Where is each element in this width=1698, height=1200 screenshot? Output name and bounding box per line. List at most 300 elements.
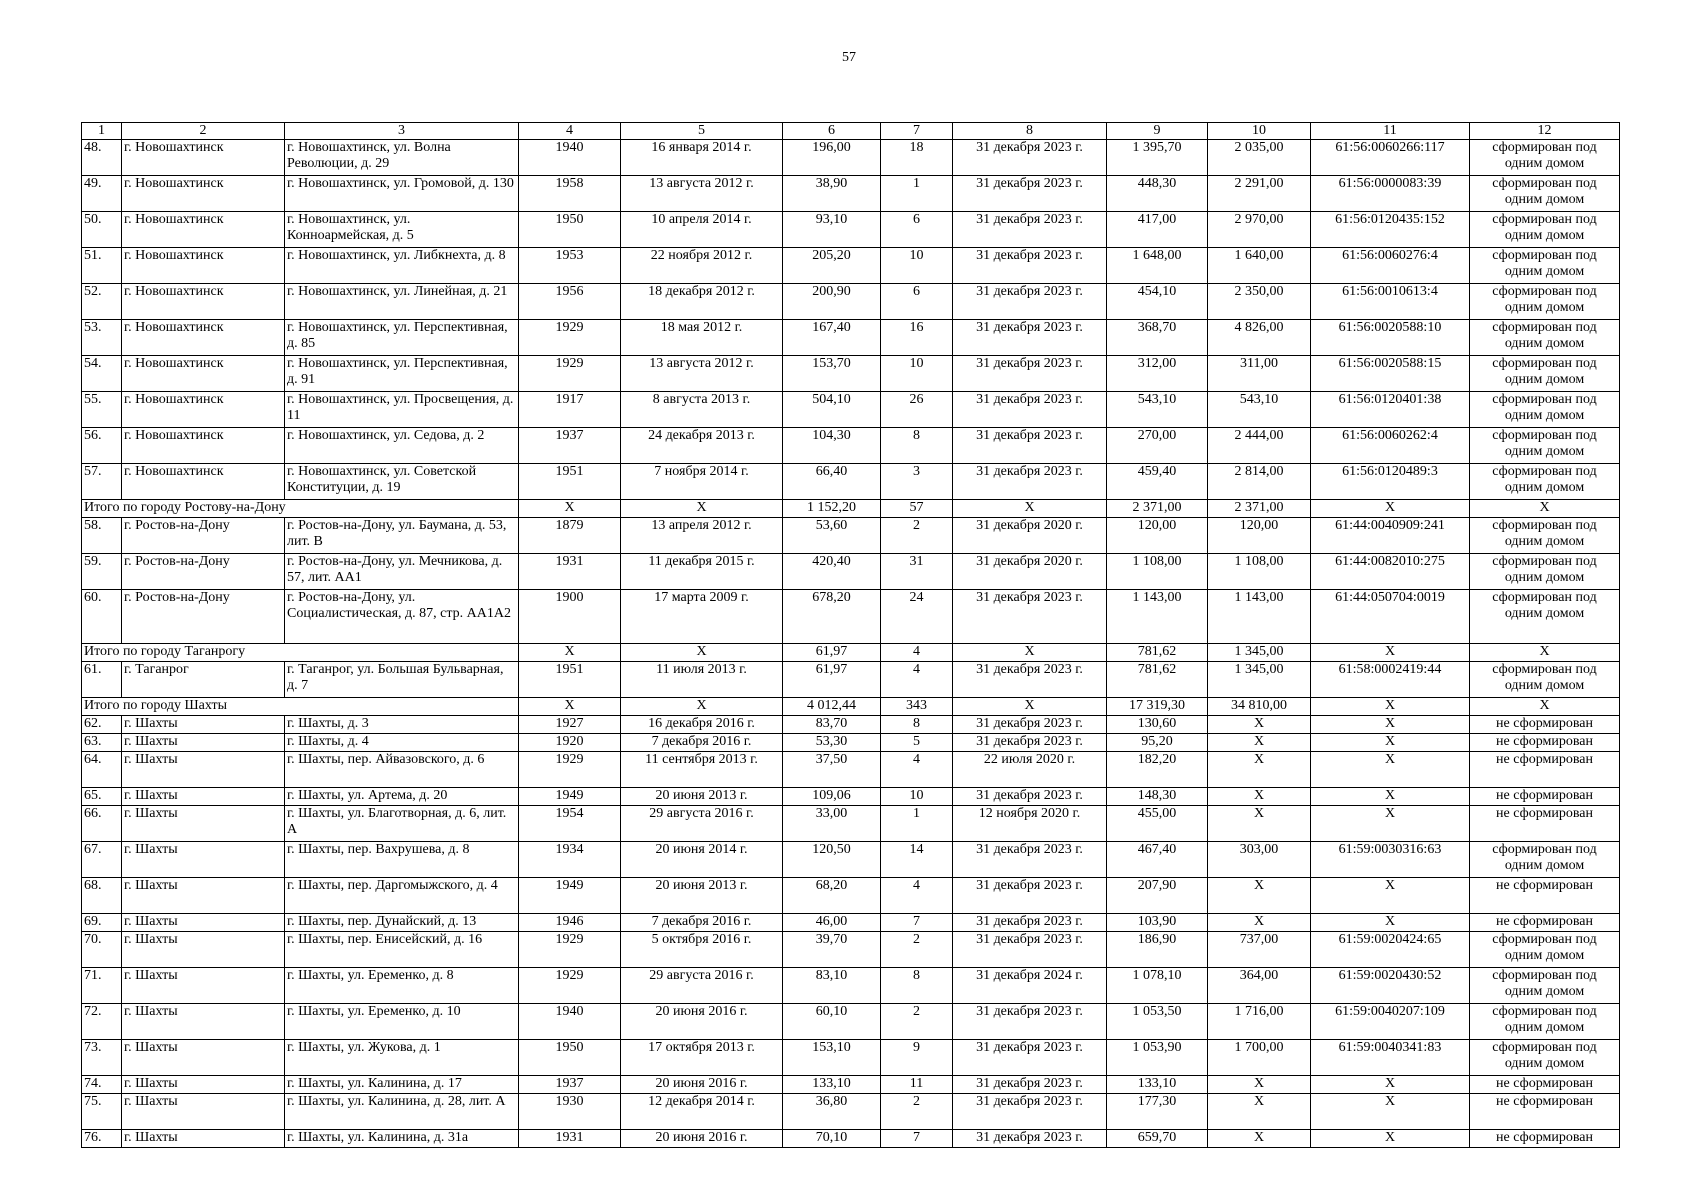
date-cell: 20 июня 2014 г.	[621, 842, 783, 878]
area-cell: 37,50	[783, 752, 881, 788]
row-number: 68.	[82, 878, 122, 914]
table-row	[82, 212, 1620, 248]
value-col9-cell: 207,90	[1107, 878, 1208, 914]
deadline-cell: 31 декабря 2023 г.	[953, 392, 1107, 428]
date-cell: 24 декабря 2013 г.	[621, 428, 783, 464]
date-cell: 20 июня 2016 г.	[621, 1076, 783, 1094]
value-col10-cell: 2 814,00	[1208, 464, 1311, 500]
address-cell: г. Шахты, ул. Жукова, д. 1	[285, 1040, 519, 1076]
city-cell: г. Новошахтинск	[122, 140, 285, 176]
year-cell: X	[519, 500, 621, 518]
year-cell: 1951	[519, 464, 621, 500]
area-cell: 120,50	[783, 842, 881, 878]
registry-table	[81, 122, 1620, 1148]
cadastre-cell: 61:56:0060266:117	[1311, 140, 1470, 176]
value-col10-cell: X	[1208, 788, 1311, 806]
address-cell: г. Новошахтинск, ул. Либкнехта, д. 8	[285, 248, 519, 284]
cadastre-cell: 61:44:0040909:241	[1311, 518, 1470, 554]
date-cell: X	[621, 698, 783, 716]
city-cell: г. Шахты	[122, 1076, 285, 1094]
cadastre-cell: X	[1311, 716, 1470, 734]
status-cell: сформирован под одним домом	[1470, 464, 1620, 500]
cadastre-cell: X	[1311, 1130, 1470, 1148]
count-cell: 6	[881, 212, 953, 248]
value-col9-cell: 1 108,00	[1107, 554, 1208, 590]
value-col9-cell: 1 078,10	[1107, 968, 1208, 1004]
address-cell: г. Шахты, пер. Айвазовского, д. 6	[285, 752, 519, 788]
value-col10-cell: 1 143,00	[1208, 590, 1311, 644]
deadline-cell: 31 декабря 2023 г.	[953, 662, 1107, 698]
cadastre-cell: 61:56:0020588:10	[1311, 320, 1470, 356]
value-col10-cell: 1 716,00	[1208, 1004, 1311, 1040]
value-col10-cell: 737,00	[1208, 932, 1311, 968]
table-row	[82, 716, 1620, 734]
deadline-cell: 31 декабря 2023 г.	[953, 914, 1107, 932]
value-col9-cell: 120,00	[1107, 518, 1208, 554]
table-row	[82, 554, 1620, 590]
city-cell: г. Шахты	[122, 1004, 285, 1040]
date-cell: 11 декабря 2015 г.	[621, 554, 783, 590]
cadastre-cell: 61:56:0010613:4	[1311, 284, 1470, 320]
city-cell: г. Новошахтинск	[122, 176, 285, 212]
count-cell: 8	[881, 428, 953, 464]
value-col10-cell: 543,10	[1208, 392, 1311, 428]
date-cell: 20 июня 2013 г.	[621, 878, 783, 914]
value-col9-cell: 186,90	[1107, 932, 1208, 968]
value-col10-cell: 4 826,00	[1208, 320, 1311, 356]
year-cell: 1931	[519, 1130, 621, 1148]
value-col10-cell: 2 350,00	[1208, 284, 1311, 320]
year-cell: 1917	[519, 392, 621, 428]
year-cell: 1929	[519, 320, 621, 356]
city-cell: г. Шахты	[122, 716, 285, 734]
row-number: 62.	[82, 716, 122, 734]
address-cell: г. Таганрог, ул. Большая Бульварная, д. 7	[285, 662, 519, 698]
date-cell: 29 августа 2016 г.	[621, 968, 783, 1004]
row-number: 60.	[82, 590, 122, 644]
year-cell: 1946	[519, 914, 621, 932]
address-cell: г. Шахты, пер. Даргомыжского, д. 4	[285, 878, 519, 914]
date-cell: 12 декабря 2014 г.	[621, 1094, 783, 1130]
table-row	[82, 662, 1620, 698]
value-col10-cell: 1 108,00	[1208, 554, 1311, 590]
deadline-cell: X	[953, 644, 1107, 662]
city-cell: г. Шахты	[122, 752, 285, 788]
area-cell: 205,20	[783, 248, 881, 284]
deadline-cell: 31 декабря 2023 г.	[953, 878, 1107, 914]
date-cell: 7 декабря 2016 г.	[621, 914, 783, 932]
area-cell: 109,06	[783, 788, 881, 806]
area-cell: 93,10	[783, 212, 881, 248]
address-cell: г. Шахты, д. 4	[285, 734, 519, 752]
status-cell: сформирован под одним домом	[1470, 932, 1620, 968]
cadastre-cell: 61:59:0020424:65	[1311, 932, 1470, 968]
date-cell: 18 декабря 2012 г.	[621, 284, 783, 320]
year-cell: 1949	[519, 878, 621, 914]
value-col9-cell: 17 319,30	[1107, 698, 1208, 716]
city-cell: г. Ростов-на-Дону	[122, 590, 285, 644]
cadastre-cell: X	[1311, 806, 1470, 842]
city-cell: г. Шахты	[122, 1040, 285, 1076]
table-row	[82, 464, 1620, 500]
cadastre-cell: 61:56:0000083:39	[1311, 176, 1470, 212]
area-cell: 83,10	[783, 968, 881, 1004]
count-cell: 2	[881, 1094, 953, 1130]
deadline-cell: 22 июля 2020 г.	[953, 752, 1107, 788]
count-cell: 4	[881, 644, 953, 662]
status-cell: сформирован под одним домом	[1470, 356, 1620, 392]
area-cell: 61,97	[783, 644, 881, 662]
count-cell: 2	[881, 1004, 953, 1040]
value-col9-cell: 1 053,50	[1107, 1004, 1208, 1040]
count-cell: 5	[881, 734, 953, 752]
table-row	[82, 176, 1620, 212]
value-col10-cell: 303,00	[1208, 842, 1311, 878]
city-cell: г. Шахты	[122, 734, 285, 752]
count-cell: 2	[881, 932, 953, 968]
table-row	[82, 284, 1620, 320]
value-col9-cell: 270,00	[1107, 428, 1208, 464]
count-cell: 4	[881, 878, 953, 914]
subtotal-label: Итого по городу Ростову-на-Дону	[82, 500, 519, 518]
address-cell: г. Новошахтинск, ул. Советской Конституции, д. 19	[285, 464, 519, 500]
value-col9-cell: 312,00	[1107, 356, 1208, 392]
count-cell: 18	[881, 140, 953, 176]
address-cell: г. Новошахтинск, ул. Перспективная, д. 91	[285, 356, 519, 392]
deadline-cell: 31 декабря 2023 г.	[953, 1040, 1107, 1076]
cadastre-cell: 61:56:0120435:152	[1311, 212, 1470, 248]
status-cell: сформирован под одним домом	[1470, 554, 1620, 590]
date-cell: 16 декабря 2016 г.	[621, 716, 783, 734]
deadline-cell: 31 декабря 2023 г.	[953, 1094, 1107, 1130]
address-cell: г. Шахты, д. 3	[285, 716, 519, 734]
city-cell: г. Новошахтинск	[122, 284, 285, 320]
value-col9-cell: 781,62	[1107, 662, 1208, 698]
status-cell: не сформирован	[1470, 716, 1620, 734]
deadline-cell: X	[953, 500, 1107, 518]
city-cell: г. Таганрог	[122, 662, 285, 698]
value-col9-cell: 182,20	[1107, 752, 1208, 788]
city-cell: г. Шахты	[122, 806, 285, 842]
address-cell: г. Новошахтинск, ул. Седова, д. 2	[285, 428, 519, 464]
year-cell: 1929	[519, 968, 621, 1004]
value-col9-cell: 103,90	[1107, 914, 1208, 932]
area-cell: 200,90	[783, 284, 881, 320]
city-cell: г. Новошахтинск	[122, 392, 285, 428]
area-cell: 153,70	[783, 356, 881, 392]
table-row	[82, 968, 1620, 1004]
date-cell: 7 декабря 2016 г.	[621, 734, 783, 752]
date-cell: 20 июня 2013 г.	[621, 788, 783, 806]
count-cell: 14	[881, 842, 953, 878]
status-cell: не сформирован	[1470, 1130, 1620, 1148]
city-cell: г. Шахты	[122, 842, 285, 878]
cadastre-cell: 61:44:050704:0019	[1311, 590, 1470, 644]
area-cell: 66,40	[783, 464, 881, 500]
status-cell: X	[1470, 644, 1620, 662]
date-cell: 13 августа 2012 г.	[621, 176, 783, 212]
cadastre-cell: X	[1311, 788, 1470, 806]
row-number: 66.	[82, 806, 122, 842]
value-col10-cell: 2 035,00	[1208, 140, 1311, 176]
address-cell: г. Новошахтинск, ул. Просвещения, д. 11	[285, 392, 519, 428]
area-cell: 36,80	[783, 1094, 881, 1130]
column-number: 10	[1208, 123, 1311, 140]
address-cell: г. Шахты, ул. Калинина, д. 31а	[285, 1130, 519, 1148]
value-col10-cell: 2 444,00	[1208, 428, 1311, 464]
address-cell: г. Шахты, ул. Еременко, д. 8	[285, 968, 519, 1004]
date-cell: 10 апреля 2014 г.	[621, 212, 783, 248]
date-cell: 17 марта 2009 г.	[621, 590, 783, 644]
year-cell: 1940	[519, 140, 621, 176]
status-cell: не сформирован	[1470, 1076, 1620, 1094]
cadastre-cell: X	[1311, 734, 1470, 752]
cadastre-cell: 61:56:0020588:15	[1311, 356, 1470, 392]
value-col10-cell: X	[1208, 1130, 1311, 1148]
row-number: 74.	[82, 1076, 122, 1094]
count-cell: 8	[881, 716, 953, 734]
table-row	[82, 428, 1620, 464]
count-cell: 11	[881, 1076, 953, 1094]
area-cell: 53,60	[783, 518, 881, 554]
value-col9-cell: 133,10	[1107, 1076, 1208, 1094]
value-col10-cell: 1 345,00	[1208, 662, 1311, 698]
count-cell: 6	[881, 284, 953, 320]
subtotal-label: Итого по городу Шахты	[82, 698, 519, 716]
address-cell: г. Шахты, ул. Артема, д. 20	[285, 788, 519, 806]
count-cell: 10	[881, 788, 953, 806]
column-number: 11	[1311, 123, 1470, 140]
year-cell: 1940	[519, 1004, 621, 1040]
value-col9-cell: 448,30	[1107, 176, 1208, 212]
cadastre-cell: 61:56:0120401:38	[1311, 392, 1470, 428]
area-cell: 33,00	[783, 806, 881, 842]
year-cell: 1927	[519, 716, 621, 734]
row-number: 55.	[82, 392, 122, 428]
date-cell: 20 июня 2016 г.	[621, 1130, 783, 1148]
address-cell: г. Шахты, ул. Калинина, д. 17	[285, 1076, 519, 1094]
status-cell: сформирован под одним домом	[1470, 842, 1620, 878]
row-number: 64.	[82, 752, 122, 788]
value-col10-cell: 364,00	[1208, 968, 1311, 1004]
date-cell: 13 августа 2012 г.	[621, 356, 783, 392]
status-cell: не сформирован	[1470, 734, 1620, 752]
status-cell: не сформирован	[1470, 806, 1620, 842]
status-cell: X	[1470, 500, 1620, 518]
count-cell: 10	[881, 356, 953, 392]
city-cell: г. Шахты	[122, 878, 285, 914]
cadastre-cell: X	[1311, 644, 1470, 662]
cadastre-cell: 61:59:0030316:63	[1311, 842, 1470, 878]
year-cell: 1950	[519, 1040, 621, 1076]
address-cell: г. Ростов-на-Дону, ул. Баумана, д. 53, лит. В	[285, 518, 519, 554]
count-cell: 2	[881, 518, 953, 554]
deadline-cell: 31 декабря 2023 г.	[953, 1076, 1107, 1094]
cadastre-cell: 61:59:0040341:83	[1311, 1040, 1470, 1076]
deadline-cell: 31 декабря 2023 г.	[953, 140, 1107, 176]
city-cell: г. Шахты	[122, 1130, 285, 1148]
value-col10-cell: X	[1208, 914, 1311, 932]
row-number: 76.	[82, 1130, 122, 1148]
cadastre-cell: 61:56:0120489:3	[1311, 464, 1470, 500]
cadastre-cell: 61:59:0020430:52	[1311, 968, 1470, 1004]
table-row	[82, 932, 1620, 968]
value-col10-cell: X	[1208, 878, 1311, 914]
status-cell: X	[1470, 698, 1620, 716]
table-row	[82, 1130, 1620, 1148]
count-cell: 343	[881, 698, 953, 716]
table-row	[82, 788, 1620, 806]
year-cell: 1956	[519, 284, 621, 320]
value-col10-cell: X	[1208, 752, 1311, 788]
row-number: 54.	[82, 356, 122, 392]
date-cell: 8 августа 2013 г.	[621, 392, 783, 428]
count-cell: 8	[881, 968, 953, 1004]
value-col9-cell: 781,62	[1107, 644, 1208, 662]
city-cell: г. Шахты	[122, 1094, 285, 1130]
subtotal-label: Итого по городу Таганрогу	[82, 644, 519, 662]
city-cell: г. Шахты	[122, 968, 285, 1004]
count-cell: 1	[881, 806, 953, 842]
cadastre-cell: X	[1311, 878, 1470, 914]
status-cell: сформирован под одним домом	[1470, 518, 1620, 554]
row-number: 65.	[82, 788, 122, 806]
city-cell: г. Новошахтинск	[122, 464, 285, 500]
cadastre-cell: 61:56:0060276:4	[1311, 248, 1470, 284]
row-number: 61.	[82, 662, 122, 698]
city-cell: г. Новошахтинск	[122, 248, 285, 284]
cadastre-cell: X	[1311, 500, 1470, 518]
deadline-cell: 31 декабря 2023 г.	[953, 320, 1107, 356]
count-cell: 3	[881, 464, 953, 500]
table-body	[82, 123, 1620, 1148]
status-cell: сформирован под одним домом	[1470, 284, 1620, 320]
status-cell: сформирован под одним домом	[1470, 140, 1620, 176]
city-cell: г. Новошахтинск	[122, 320, 285, 356]
row-number: 63.	[82, 734, 122, 752]
cadastre-cell: 61:59:0040207:109	[1311, 1004, 1470, 1040]
city-cell: г. Шахты	[122, 788, 285, 806]
address-cell: г. Новошахтинск, ул. Конноармейская, д. 5	[285, 212, 519, 248]
area-cell: 68,20	[783, 878, 881, 914]
row-number: 56.	[82, 428, 122, 464]
table-row	[82, 140, 1620, 176]
value-col9-cell: 1 143,00	[1107, 590, 1208, 644]
year-cell: 1929	[519, 932, 621, 968]
table-row	[82, 914, 1620, 932]
area-cell: 133,10	[783, 1076, 881, 1094]
year-cell: 1931	[519, 554, 621, 590]
table-row	[82, 248, 1620, 284]
year-cell: 1949	[519, 788, 621, 806]
value-col9-cell: 455,00	[1107, 806, 1208, 842]
deadline-cell: 31 декабря 2023 г.	[953, 1004, 1107, 1040]
row-number: 67.	[82, 842, 122, 878]
city-cell: г. Новошахтинск	[122, 428, 285, 464]
city-cell: г. Новошахтинск	[122, 212, 285, 248]
status-cell: сформирован под одним домом	[1470, 320, 1620, 356]
date-cell: 18 мая 2012 г.	[621, 320, 783, 356]
cadastre-cell: 61:56:0060262:4	[1311, 428, 1470, 464]
subtotal-row	[82, 644, 1620, 662]
value-col9-cell: 177,30	[1107, 1094, 1208, 1130]
value-col9-cell: 95,20	[1107, 734, 1208, 752]
value-col10-cell: X	[1208, 1076, 1311, 1094]
year-cell: 1937	[519, 1076, 621, 1094]
area-cell: 167,40	[783, 320, 881, 356]
area-cell: 38,90	[783, 176, 881, 212]
value-col9-cell: 148,30	[1107, 788, 1208, 806]
value-col9-cell: 2 371,00	[1107, 500, 1208, 518]
deadline-cell: 31 декабря 2023 г.	[953, 212, 1107, 248]
deadline-cell: 31 декабря 2023 г.	[953, 356, 1107, 392]
column-number: 6	[783, 123, 881, 140]
status-cell: сформирован под одним домом	[1470, 248, 1620, 284]
date-cell: 17 октября 2013 г.	[621, 1040, 783, 1076]
area-cell: 196,00	[783, 140, 881, 176]
value-col10-cell: 311,00	[1208, 356, 1311, 392]
address-cell: г. Ростов-на-Дону, ул. Социалистическая, д. 87, стр. АА1А2	[285, 590, 519, 644]
address-cell: г. Ростов-на-Дону, ул. Мечникова, д. 57, лит. АА1	[285, 554, 519, 590]
table-row	[82, 1040, 1620, 1076]
date-cell: 11 июля 2013 г.	[621, 662, 783, 698]
table-row	[82, 392, 1620, 428]
address-cell: г. Новошахтинск, ул. Линейная, д. 21	[285, 284, 519, 320]
area-cell: 46,00	[783, 914, 881, 932]
status-cell: сформирован под одним домом	[1470, 212, 1620, 248]
area-cell: 678,20	[783, 590, 881, 644]
deadline-cell: 31 декабря 2023 г.	[953, 464, 1107, 500]
city-cell: г. Ростов-на-Дону	[122, 554, 285, 590]
cadastre-cell: X	[1311, 1076, 1470, 1094]
cadastre-cell: X	[1311, 698, 1470, 716]
status-cell: не сформирован	[1470, 914, 1620, 932]
year-cell: 1929	[519, 752, 621, 788]
cadastre-cell: X	[1311, 1094, 1470, 1130]
value-col10-cell: 2 371,00	[1208, 500, 1311, 518]
value-col10-cell: 1 700,00	[1208, 1040, 1311, 1076]
row-number: 48.	[82, 140, 122, 176]
city-cell: г. Шахты	[122, 914, 285, 932]
area-cell: 60,10	[783, 1004, 881, 1040]
value-col9-cell: 368,70	[1107, 320, 1208, 356]
status-cell: сформирован под одним домом	[1470, 176, 1620, 212]
value-col10-cell: X	[1208, 734, 1311, 752]
area-cell: 83,70	[783, 716, 881, 734]
area-cell: 53,30	[783, 734, 881, 752]
address-cell: г. Шахты, ул. Благотворная, д. 6, лит. А	[285, 806, 519, 842]
column-number: 1	[82, 123, 122, 140]
table-row	[82, 752, 1620, 788]
date-cell: 5 октября 2016 г.	[621, 932, 783, 968]
count-cell: 1	[881, 176, 953, 212]
date-cell: 7 ноября 2014 г.	[621, 464, 783, 500]
year-cell: 1950	[519, 212, 621, 248]
column-number: 5	[621, 123, 783, 140]
city-cell: г. Ростов-на-Дону	[122, 518, 285, 554]
count-cell: 26	[881, 392, 953, 428]
value-col10-cell: X	[1208, 806, 1311, 842]
year-cell: 1951	[519, 662, 621, 698]
year-cell: 1879	[519, 518, 621, 554]
year-cell: 1958	[519, 176, 621, 212]
date-cell: 20 июня 2016 г.	[621, 1004, 783, 1040]
table-row	[82, 734, 1620, 752]
table-row	[82, 320, 1620, 356]
deadline-cell: 31 декабря 2020 г.	[953, 554, 1107, 590]
status-cell: сформирован под одним домом	[1470, 590, 1620, 644]
table-row	[82, 518, 1620, 554]
